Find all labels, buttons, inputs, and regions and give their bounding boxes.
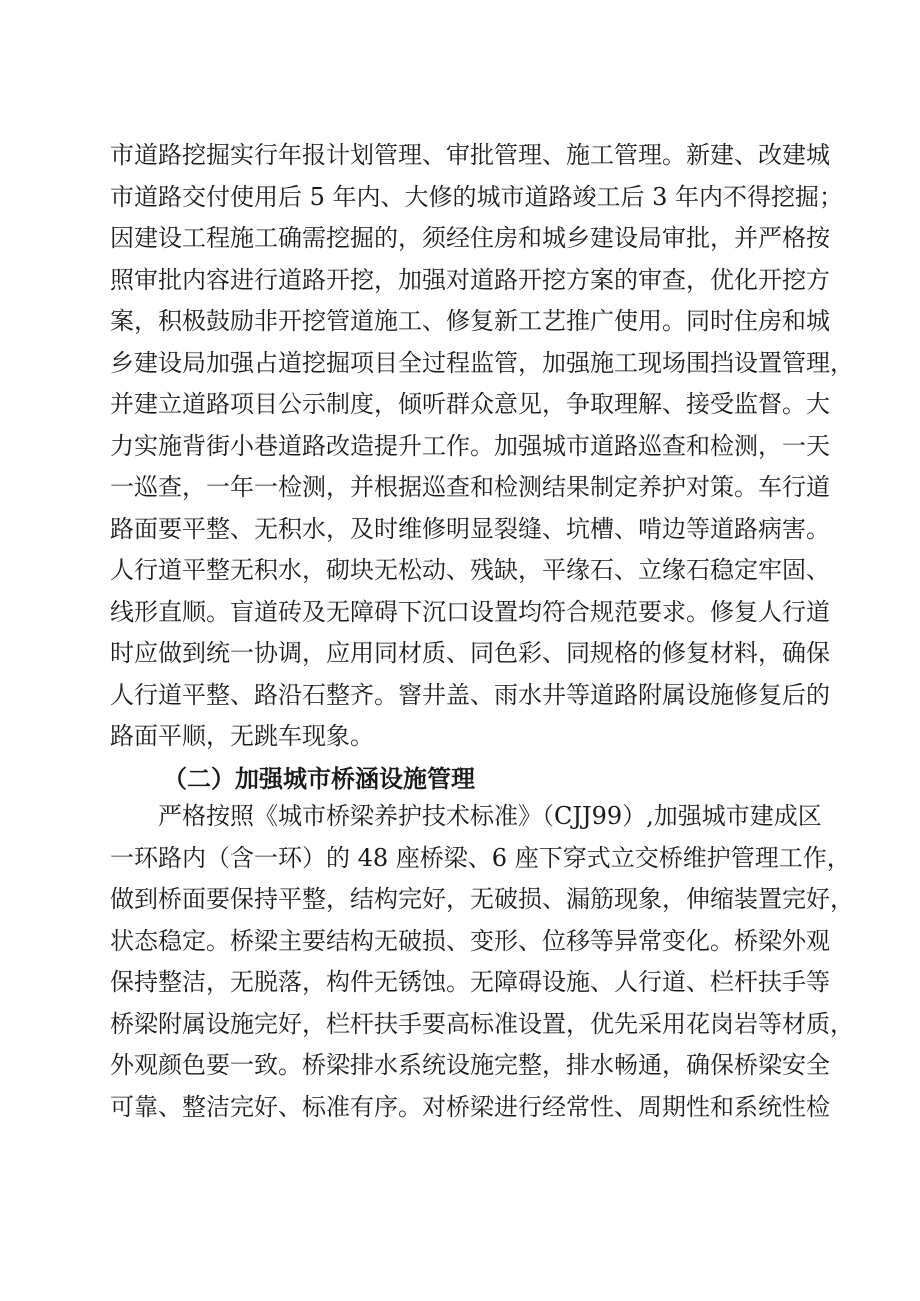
text-line: 做到桥面要保持平整，结构完好，无破损、漏筋现象，伸缩装置完好，	[110, 885, 854, 913]
text-line: 乡建设局加强占道挖掘项目全过程监管，加强施工现场围挡设置管理，	[110, 348, 854, 377]
section-heading: （二）加强城市桥涵设施管理	[163, 763, 475, 793]
text-line: 市道路挖掘实行年报计划管理、审批管理、施工管理。新建、改建城	[110, 141, 830, 169]
text-line: 路面平顺，无跳车现象。	[110, 722, 374, 750]
text-line: 人行道平整、路沿石整齐。窨井盖、雨水井等道路附属设施修复后的	[110, 680, 830, 709]
body-paragraph-roads	[110, 135, 854, 799]
text-line: 人行道平整无积水，砌块无松动、残缺，平缘石、立缘石稳定牢固、	[110, 556, 830, 584]
text-line: 照审批内容进行道路开挖，加强对道路开挖方案的审查，优化开挖方	[110, 265, 830, 294]
text-line: 力实施背街小巷道路改造提升工作。加强城市道路巡查和检测，一天	[110, 431, 830, 460]
text-line: 一巡查，一年一检测，并根据巡查和检测结果制定养护对策。车行道	[110, 473, 830, 501]
text-line: 一环路内（含一环）的 48 座桥梁、6 座下穿式立交桥维护管理工作，	[110, 843, 851, 872]
text-line: 并建立道路项目公示制度，倾听群众意见，争取理解、接受监督。大	[110, 390, 830, 418]
text-line: 严格按照《城市桥梁养护技术标准》（CJJ99）,加强城市建成区	[158, 802, 822, 830]
text-line: 市道路交付使用后 5 年内、大修的城市道路竣工后 3 年内不得挖掘；	[110, 182, 844, 211]
text-line: 保持整洁，无脱落，构件无锈蚀。无障碍设施、人行道、栏杆扶手等	[110, 968, 830, 996]
body-paragraph-bridges	[110, 796, 854, 1128]
text-line: 外观颜色要一致。桥梁排水系统设施完整，排水畅通，确保桥梁安全	[110, 1051, 830, 1079]
text-line: 线形直顺。盲道砖及无障碍下沉口设置均符合规范要求。修复人行道	[110, 597, 830, 626]
text-line: 桥梁附属设施完好，栏杆扶手要高标准设置，优先采用花岗岩等材质，	[110, 1009, 854, 1038]
text-line: 时应做到统一协调，应用同材质、同色彩、同规格的修复材料，确保	[110, 639, 830, 667]
text-line: 案，积极鼓励非开挖管道施工、修复新工艺推广使用。同时住房和城	[110, 307, 830, 335]
text-line: 因建设工程施工确需挖掘的，须经住房和城乡建设局审批，并严格按	[110, 224, 830, 252]
text-line: 可靠、整洁完好、标准有序。对桥梁进行经常性、周期性和系统性检	[110, 1092, 830, 1121]
text-line: 状态稳定。桥梁主要结构无破损、变形、位移等异常变化。桥梁外观	[110, 926, 830, 955]
text-line: 路面要平整、无积水，及时维修明显裂缝、坑槽、啃边等道路病害。	[110, 514, 830, 543]
